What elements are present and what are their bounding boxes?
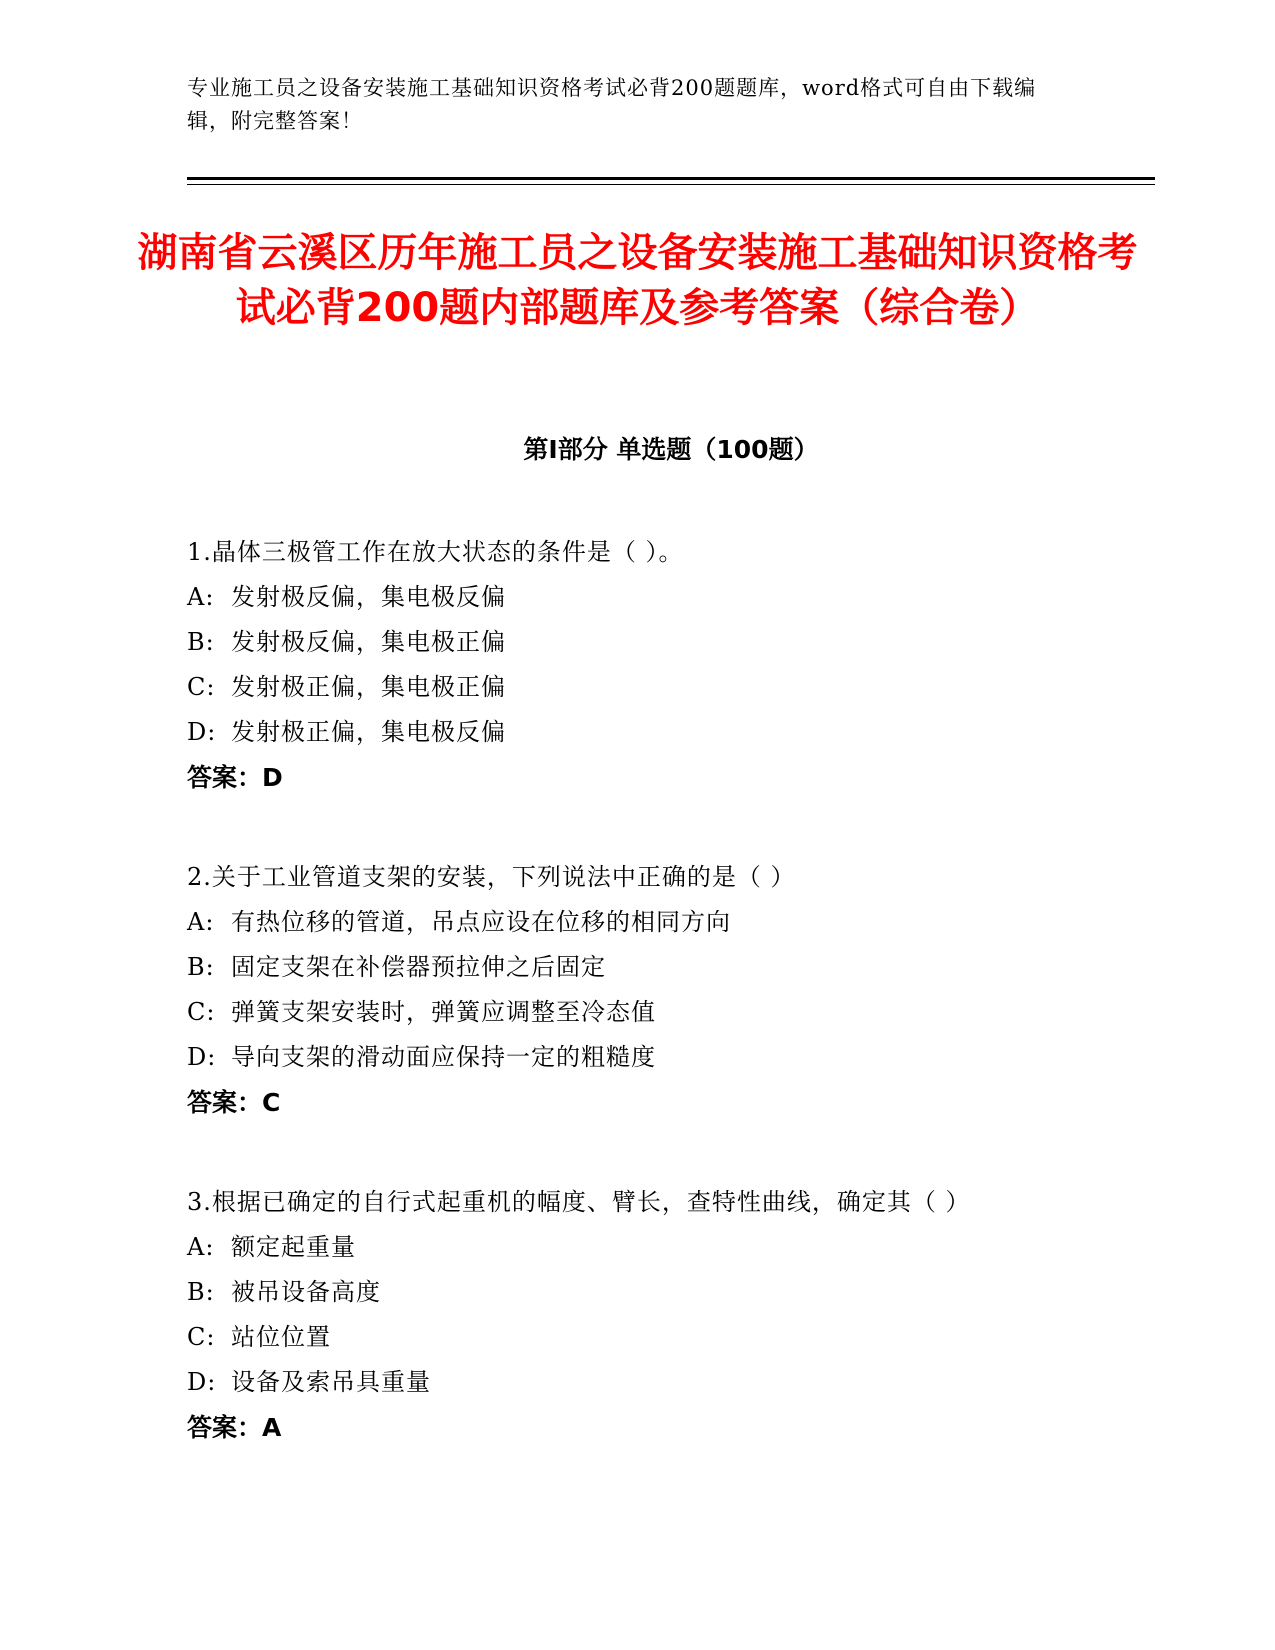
option-key: A: (187, 1233, 215, 1261)
option-key: C: (187, 1323, 216, 1351)
option-a (187, 575, 1067, 620)
question-stem: 1.晶体三极管工作在放大状态的条件是（ ）。 (187, 538, 684, 566)
option-key: B: (187, 953, 215, 981)
option-d (187, 1360, 1067, 1405)
option-key: A: (187, 908, 215, 936)
option-key: B: (187, 1278, 215, 1306)
option-text: 额定起重量 (231, 1233, 356, 1261)
option-text: 弹簧支架安装时，弹簧应调整至冷态值 (231, 998, 656, 1026)
question-2 (187, 855, 1067, 1125)
option-key: D: (187, 1368, 217, 1396)
section-title: 第Ⅰ部分 单选题（100题） (523, 435, 819, 464)
option-d (187, 1035, 1067, 1080)
option-text: 发射极反偏，集电极反偏 (231, 583, 506, 611)
option-a (187, 900, 1067, 945)
question-stem: 2.关于工业管道支架的安装，下列说法中正确的是（ ） (187, 863, 796, 891)
header-rule-thick (187, 177, 1155, 180)
option-key: D: (187, 1043, 217, 1071)
option-b (187, 945, 1067, 990)
header-rule-thin (187, 184, 1155, 185)
option-text: 发射极反偏，集电极正偏 (231, 628, 506, 656)
option-text: 站位位置 (231, 1323, 331, 1351)
option-text: 发射极正偏，集电极正偏 (231, 673, 506, 701)
option-key: D: (187, 718, 217, 746)
question-stem: 3.根据已确定的自行式起重机的幅度、臂长，查特性曲线，确定其（ ） (187, 1188, 971, 1216)
option-key: B: (187, 628, 215, 656)
option-c (187, 1315, 1067, 1360)
option-text: 设备及索吊具重量 (231, 1368, 431, 1396)
question-1 (187, 530, 1067, 800)
option-b (187, 620, 1067, 665)
option-key: A: (187, 583, 215, 611)
option-b (187, 1270, 1067, 1315)
option-text: 固定支架在补偿器预拉伸之后固定 (231, 953, 606, 981)
option-text: 发射极正偏，集电极反偏 (231, 718, 506, 746)
option-text: 有热位移的管道，吊点应设在位移的相同方向 (231, 908, 731, 936)
option-key: C: (187, 998, 216, 1026)
answer: 答案：C (187, 1088, 281, 1117)
option-c (187, 665, 1067, 710)
header-note: 专业施工员之设备安装施工基础知识资格考试必背200题题库，word格式可自由下载编辑，附完整答案！ (187, 76, 1037, 133)
option-c (187, 990, 1067, 1035)
option-text: 被吊设备高度 (231, 1278, 381, 1306)
answer: 答案：D (187, 763, 283, 792)
option-a (187, 1225, 1067, 1270)
option-text: 导向支架的滑动面应保持一定的粗糙度 (231, 1043, 656, 1071)
question-3 (187, 1180, 1067, 1450)
question-list (187, 530, 1067, 1505)
answer: 答案：A (187, 1413, 282, 1442)
option-key: C: (187, 673, 216, 701)
document-title: 湖南省云溪区历年施工员之设备安装施工基础知识资格考试必背200题内部题库及参考答案（综合卷） (137, 230, 1138, 331)
option-d (187, 710, 1067, 755)
